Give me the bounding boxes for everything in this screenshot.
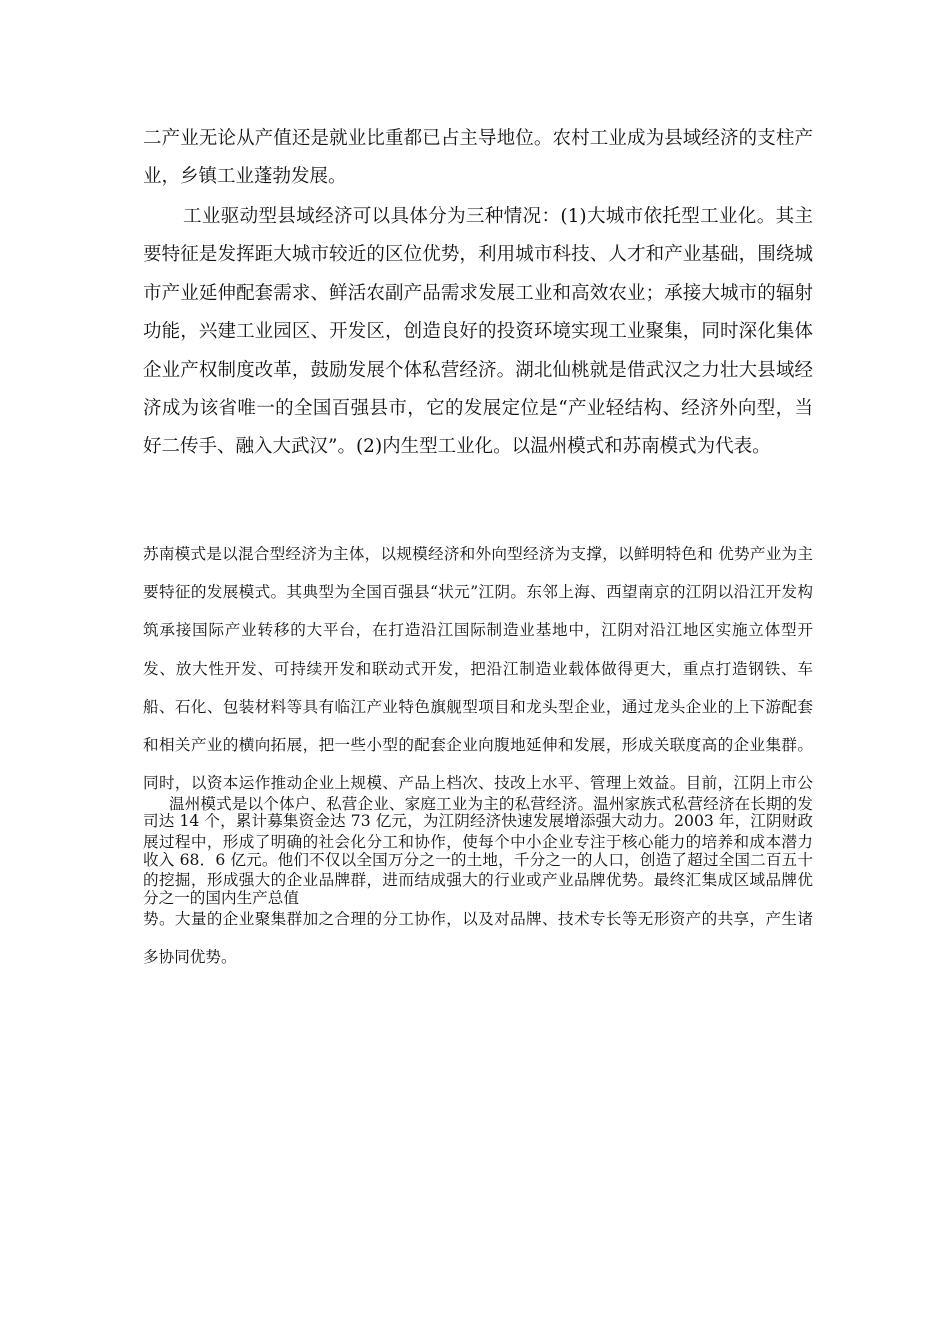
paragraph-industrial-driven-types: 工业驱动型县域经济可以具体分为三种情况：(1)大城市依托型工业化。其主要特征是发挥距大城市较近的区位优势，利用城市科技、人才和产业基础，围绕城市产业延伸配套需求、鲜活农副产品需求发展工业和高效农业；承接大城市的辐射功能，兴建工业园区、开发区，创造良好的投资环境实现工业聚集，同时深化集体企业产权制度改革，鼓励发展个体私营经济。湖北仙桃就是借武汉之力壮大县域经济成为该省唯一的全国百强县市，它的发展定位是“产业轻结构、经济外向型，当好二传手、融入大武汉”。(2)内生型工业化。以温州模式和苏南模式为代表。 xyxy=(143,206,813,458)
paragraph-industry-dominance: 二产业无论从产值还是就业比重都已占主导地位。农村工业成为县域经济的支柱产业，乡镇工业蓬勃发展。 xyxy=(143,128,813,187)
paragraph-wenzhou-model: 温州模式是以个体户、私营企业、家庭工业为主的私营经济。温州家族式私营经济在长期的发展过程中，形成了明确的社会化分工和协作，使每个中小企业专注于核心能力的培养和成本潜力的挖掘，形成强大的企业品牌群，进而结成强大的行业或产业品牌优势。最终汇集成区域品牌优势。大量的企业聚集群加之合理的分工协作，以及对品牌、技术专长等无形资产的共享，产生诸多协同优势。 xyxy=(143,795,813,966)
paragraph-sunan-model: 苏南模式是以混合型经济为主体，以规模经济和外向型经济为支撑，以鲜明特色和 优势产业为主要特征的发展模式。其典型为全国百强县“状元”江阴。东邻上海、西望南京的江阴以沿江开发构筑承接国际产业转移的大平台，在打造沿江国际制造业基地中，江阴对沿江地区实施立体型开发、放大性开发、可持续开发和联动式开发，把沿江制造业载体做得更大，重点打造钢铁、车船、石化、包装材料等具有临江产业特色旗舰型项目和龙头型企业，通过龙头企业的上下游配套和相关产业的横向拓展，把一些小型的配套企业向腹地延伸和发展，形成关联度高的企业集群。同时，以资本运作推动企业上规模、产品上档次、技改上水平、管理上效益。目前，江阴上市公司达 14 个，累计募集资金达 73 亿元，为江阴经济快速发展增添强大动力。2003 年，江阴财政收入 68．6 亿元。他们不仅以全国万分之一的土地，千分之一的人口，创造了超过全国二百五十分之一的国内生产总值 xyxy=(143,545,813,907)
